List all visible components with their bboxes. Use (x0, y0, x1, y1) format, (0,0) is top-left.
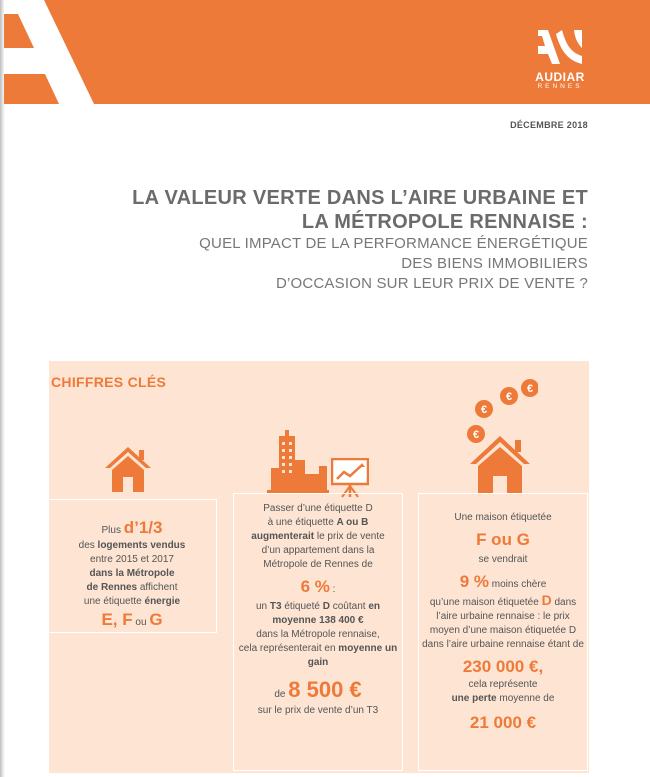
logo-city: RENNES (537, 83, 583, 90)
box2-line-a: Passer d’une étiquette D (263, 503, 373, 514)
key-figure-box-1 (47, 499, 217, 633)
page-edge-shadow (0, 0, 5, 777)
box2-line-i: dans la Métropole rennaise, (256, 629, 380, 640)
box2-line-c: augmenterait le prix de vente (251, 531, 385, 542)
logo-name: AUDIAR (535, 70, 585, 84)
key-figure-box-2 (233, 493, 403, 771)
box3-line-g: moyen d’une maison étiquetée D (429, 625, 577, 636)
document-title (68, 186, 588, 294)
box2-line-h: moyenne 138 400 € (272, 615, 364, 626)
subtitle-line-1: QUEL IMPACT DE LA PERFORMANCE ÉNERGÉTIQUE (199, 235, 588, 252)
title-main (68, 186, 588, 234)
title-line-2: LA MÉTROPOLE RENNAISE : (301, 211, 588, 233)
box1-line-c: entre 2015 et 2017 (90, 554, 174, 565)
box2-line-j: cela représenterait en moyenne un (238, 643, 398, 654)
box1-line-d: dans la Métropole (89, 568, 175, 579)
box1-line-f: une étiquette énergie (83, 596, 181, 607)
box3-line-a: Une maison étiquetée (454, 512, 552, 523)
title-line-1: LA VALEUR VERTE DANS L’AIRE URBAINE ET (132, 187, 588, 209)
svg-text:€: € (505, 391, 513, 403)
key-figures-panel (49, 361, 589, 773)
subtitle-line-3: D’OCCASION SUR LEUR PRIX DE VENTE ? (275, 275, 588, 292)
audiar-logo (530, 30, 590, 91)
box2-line-d: d’un appartement dans la (261, 545, 375, 556)
house-icon (103, 445, 153, 493)
box1-line-a: Plus d’1/3 (101, 518, 163, 537)
box3-line-f: l’aire urbaine rennaise : le prix (436, 611, 570, 622)
box3-line-e: qu’une maison étiquetée D dans (429, 592, 577, 608)
box2-line-l: de 8 500 € (274, 677, 362, 702)
subtitle-line-2: DES BIENS IMMOBILIERS (401, 255, 588, 272)
svg-text:€: € (480, 404, 488, 416)
audiar-big-a-graphic (4, 0, 134, 104)
box2-line-f: 6 % : (300, 577, 336, 596)
box3-line-l: 21 000 € (469, 713, 537, 732)
box3-line-k: une perte moyenne de (451, 693, 555, 704)
key-figures-heading: CHIFFRES CLÉS (51, 374, 167, 390)
box3-line-c: se vendrait (478, 554, 528, 565)
box1-line-e: de Rennes affichent (86, 582, 178, 593)
audiar-logo-mark-icon (536, 30, 584, 64)
box3-line-j: cela représente (468, 679, 538, 690)
box2-line-m: sur le prix de vente d’un T3 (257, 705, 379, 716)
box3-line-b: F ou G (476, 530, 530, 549)
box2-line-g: un T3 étiqueté D coûtant en (256, 601, 380, 612)
euro-coin-icon (462, 376, 538, 496)
title-subtitle (68, 234, 588, 294)
box2-line-k: gain (307, 657, 329, 668)
svg-text:€: € (472, 429, 480, 441)
chart-board-icon (331, 458, 369, 498)
city-buildings-icon (267, 430, 329, 494)
header-band (4, 0, 650, 104)
key-figure-box-3 (418, 493, 588, 771)
box3-line-d: 9 % moins chère (459, 572, 547, 591)
box1-line-b: des logements vendus (78, 540, 186, 551)
svg-text:€: € (526, 383, 534, 395)
box2-line-b: à une étiquette A ou B (267, 517, 369, 528)
box2-line-e: Métropole de Rennes de (263, 559, 373, 570)
box3-line-h: dans l’aire urbaine rennaise étant de (422, 639, 584, 650)
box1-line-g: E, F ou G (101, 610, 163, 629)
box3-line-i: 230 000 €, (462, 657, 544, 676)
publication-date: DÉCEMBRE 2018 (510, 120, 588, 130)
